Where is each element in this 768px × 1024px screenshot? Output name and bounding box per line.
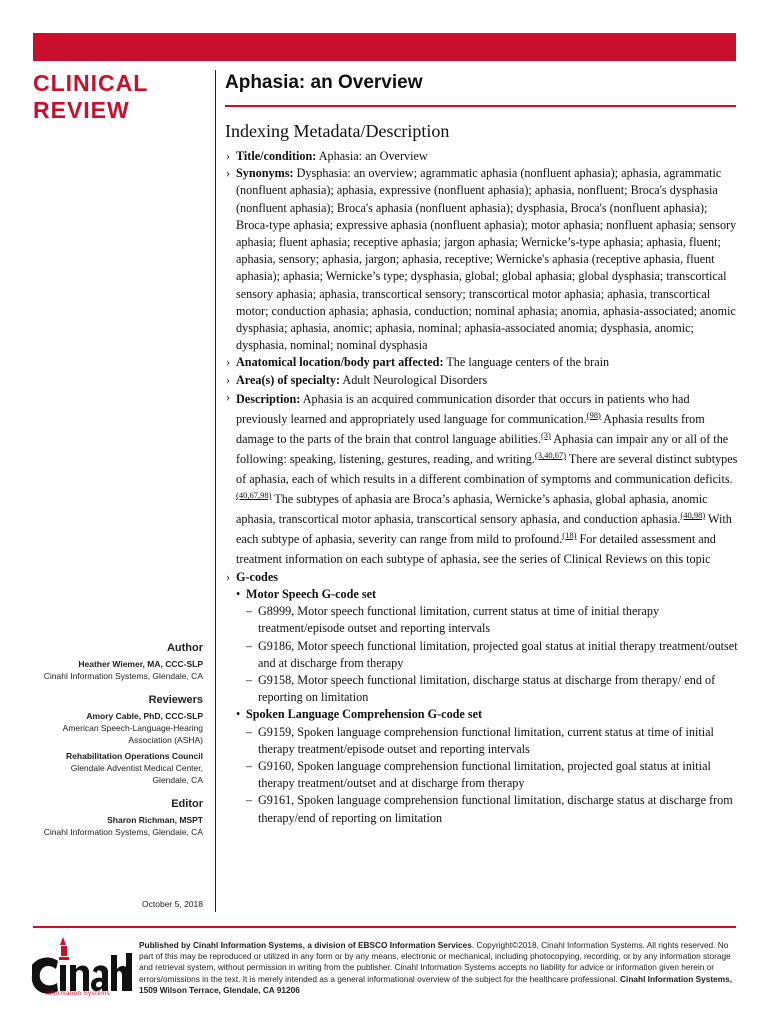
chevron-bullet-icon: › [226, 166, 231, 181]
code-text: G9159, Spoken language comprehension functional limitation, current status at time of initial therapy treatment/episode outset and reporting intervals [258, 724, 714, 756]
anatomical-location-item [226, 354, 738, 371]
editor-affiliation: Cinahl Information Systems, Glendale, CA [43, 827, 203, 837]
synonyms-item [226, 165, 738, 354]
editor-name: Sharon Richman, MSPT [107, 815, 203, 825]
description-text: The subtypes of aphasia are Broca’s aphasia, Wernicke’s aphasia, global aphasia, anomic aphasia, transcortical motor aphasia, transcortical sensory aphasia, and conduction aphasia. [236, 491, 708, 526]
reviewer-affiliation: Glendale, CA [152, 775, 203, 785]
dot-bullet-icon: • [236, 707, 241, 722]
description-label: Description: [236, 391, 301, 406]
spoken-language-set [236, 706, 738, 723]
gcodes-item [226, 569, 738, 586]
reviewer-affiliation: Association (ASHA) [128, 735, 203, 745]
description-text: There are several distinct subtypes of aphasia, each of which results in a different combination of symptoms and communication deficits. [236, 451, 738, 486]
reviewer-name: Amory Cable, PhD, CCC-SLP [86, 711, 203, 721]
description-text: For detailed assessment and treatment information on each subtype of aphasia, see the series of Clinical Reviews on this topic [236, 531, 716, 566]
citation-link[interactable]: (3) [540, 429, 551, 440]
editor-heading: Editor [171, 798, 203, 810]
citation-link[interactable]: (18) [562, 529, 577, 540]
chevron-bullet-icon: › [226, 569, 231, 584]
motor-speech-title: Motor Speech G-code set [246, 587, 377, 602]
metadata-content [226, 148, 738, 827]
publisher-line: Published by Cinahl Information Systems, a division of EBSCO Information Services [139, 940, 472, 950]
logo-subtitle: Information Systems [46, 991, 111, 997]
reviewer-affiliation: American Speech-Language-Hearing [62, 723, 203, 733]
citation-link[interactable]: (98) [586, 409, 601, 420]
citation-link[interactable]: (40,67,98) [236, 489, 272, 500]
dash-icon: – [246, 759, 253, 774]
code-item [246, 792, 738, 826]
title-rule [225, 105, 736, 107]
title-condition-value: Aphasia: an Overview [318, 149, 428, 163]
gcodes-label: G-codes [236, 569, 278, 584]
footer-rule [33, 926, 736, 928]
clinical-review-brand [33, 70, 203, 124]
code-item [246, 603, 738, 637]
copyright-text: . Copyright©2018, Cinahl Information Systems. All rights reserved. No part of this may be reproduced or utilized in any form or by any means, electronic or mechanical, including photocopying, recording, or by any information storage and retrieval system, without permission in writing from the publisher. Cinahl Information Systems accepts no liability for advice or information given herein or errors/omissions in the text. It is merely intended as a general informational overview of the subject for the healthcare professional. [139, 940, 731, 984]
code-item [246, 724, 738, 758]
code-item [246, 638, 738, 672]
document-title: Aphasia: an Overview [225, 72, 423, 93]
dash-icon: – [246, 724, 253, 739]
description-text: With each subtype of aphasia, severity can range from mild to profound. [236, 511, 732, 546]
dash-icon: – [246, 673, 253, 688]
chevron-bullet-icon: › [226, 389, 231, 404]
dash-icon: – [246, 793, 253, 808]
title-condition-label: Title/condition: [236, 149, 317, 163]
publisher-address: Cinahl Information Systems, 1509 Wilson Terrace, Glendale, CA 91206 [139, 973, 733, 995]
title-condition-item [226, 148, 738, 165]
chevron-bullet-icon: › [226, 355, 231, 370]
citation-link[interactable]: (3,40,67) [534, 449, 567, 460]
spoken-language-code-list [246, 724, 738, 827]
dot-bullet-icon: • [236, 587, 241, 602]
cinahl-logo [30, 935, 132, 1017]
code-text: G9161, Spoken language comprehension functional limitation, discharge status at discharge from therapy/end of reporting on limitation [258, 793, 733, 825]
contributors-sidebar [20, 642, 203, 838]
motor-speech-code-list [246, 603, 738, 706]
publication-date: October 5, 2018 [142, 899, 203, 909]
dash-icon: – [246, 638, 253, 653]
description-text: Aphasia results from damage to the parts of the brain that control language abilities. [236, 411, 705, 446]
specialty-label: Area(s) of specialty: [236, 372, 341, 387]
reviewer-affiliation: Glendale Adventist Medical Center, [70, 763, 203, 773]
specialty-value: Adult Neurological Disorders [342, 372, 488, 387]
brand-line-1: CLINICAL [33, 70, 149, 96]
footer-copyright [139, 940, 737, 996]
dash-icon: – [246, 604, 253, 619]
synonyms-label: Synonyms: [236, 166, 294, 181]
author-heading: Author [166, 642, 203, 654]
citation-link[interactable]: (40,98) [680, 509, 706, 520]
reviewer-name: Rehabilitation Operations Council [66, 751, 203, 761]
anatomical-location-label: Anatomical location/body part affected: [236, 355, 444, 370]
code-text: G8999, Motor speech functional limitation, current status at time of initial therapy treatment/episode outset and reporting intervals [258, 604, 660, 636]
section-heading: Indexing Metadata/Description [225, 121, 450, 141]
code-item [246, 758, 738, 792]
spoken-language-title: Spoken Language Comprehension G-code set [246, 707, 483, 722]
anatomical-location-value: The language centers of the brain [446, 355, 610, 370]
brand-line-2: REVIEW [33, 97, 130, 123]
cinahl-logo-mark-icon [30, 935, 132, 1017]
top-banner-bar [33, 33, 736, 61]
chevron-bullet-icon: › [226, 372, 231, 387]
synonyms-value: Dysphasia: an overview; agrammatic aphasia (nonfluent aphasia); aphasia, agrammatic (nonfluent aphasia); aphasia, expressive (nonfluent aphasia); aphasia, nonfluent; Broca's dysphasia (nonfluent aphasia); Broca's aphasia (nonfluent aphasia); dysphasia, Broca's (nonfluent aphasia); Broca-type aphasia; expressive aphasia (nonfluent aphasia); motor aphasia; nonfluent aphasia; sensory aphasia; fluent aphasia; receptive aphasia; jargon aphasia; Wernicke’s-type aphasia; aphasia, fluent; aphasia, sensory; aphasia, jargon; aphasia, receptive; Wernicke's aphasia (receptive aphasia, fluent aphasia); aphasia; Wernicke’s type; dysphasia, global; global aphasia; global dysphasia; transcortical sensory aphasia; aphasia, transcortical sensory; transcortical motor aphasia; aphasia, transcortical motor; conduction aphasia; aphasia, conduction; nominal aphasia; anomia, aphasia-associated; anomic dysphasia; aphasia, anomic; aphasia, nominal; aphasia-associated anomia; dysphasia, anomic; dysphasia, nominal; nominal dysphasia [236, 166, 737, 353]
code-text: G9186, Motor speech functional limitation, projected goal status at initial therapy treatment/outset and at discharge from therapy [258, 638, 738, 670]
code-item [246, 672, 738, 706]
specialty-item [226, 372, 738, 389]
motor-speech-set [236, 586, 738, 603]
reviewers-heading: Reviewers [148, 694, 203, 706]
author-name: Heather Wiemer, MA, CCC-SLP [78, 659, 203, 669]
author-affiliation: Cinahl Information Systems, Glendale, CA [43, 671, 203, 681]
code-text: G9160, Spoken language comprehension functional limitation, projected goal status at initial therapy treatment/outset and at discharge from therapy [258, 759, 711, 791]
code-text: G9158, Motor speech functional limitation, discharge status at discharge from therapy/ end of reporting on limitation [258, 673, 716, 705]
column-divider [215, 70, 216, 912]
description-text: Aphasia is an acquired communication disorder that occurs in patients who had previously learned and appropriately used language for communication. [236, 391, 690, 426]
description-item [226, 389, 738, 569]
chevron-bullet-icon: › [226, 149, 231, 163]
description-text: Aphasia can impair any or all of the following: speaking, listening, gestures, reading, and writing. [236, 431, 729, 466]
